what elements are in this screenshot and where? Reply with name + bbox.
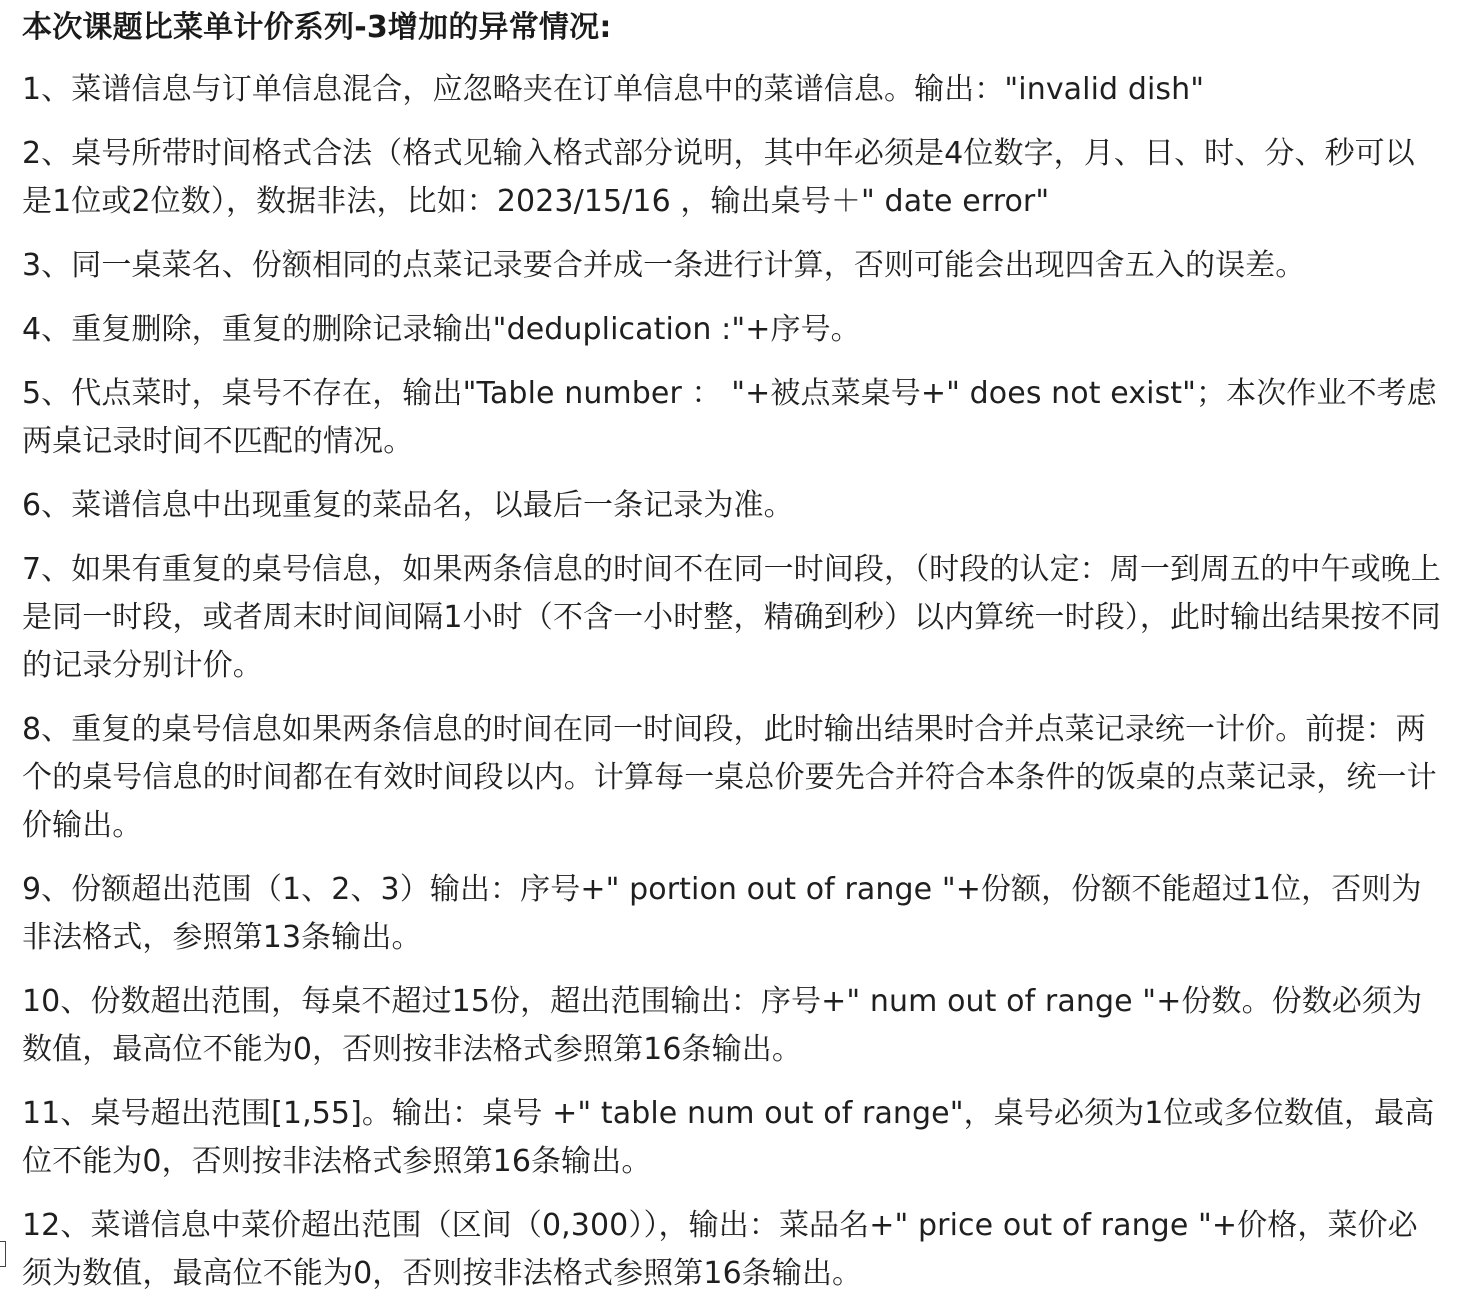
document-body	[22, 6, 1442, 1314]
rule-item-9: 9、份额超出范围（1、2、3）输出：序号+" portion out of range "+份额，份额不能超过1位，否则为非法格式，参照第13条输出。	[22, 872, 1422, 955]
rule-item-8: 8、重复的桌号信息如果两条信息的时间在同一时间段，此时输出结果时合并点菜记录统一计价。前提：两个的桌号信息的时间都在有效时间段以内。计算每一桌总价要先合并符合本条件的饭桌的点菜记录，统一计价输出。	[22, 712, 1437, 843]
rule-item-4: 4、重复删除，重复的删除记录输出"deduplication :"+序号。	[22, 312, 861, 347]
rule-item-3: 3、同一桌菜名、份额相同的点菜记录要合并成一条进行计算，否则可能会出现四舍五入的误差。	[22, 248, 1306, 283]
rule-item-5: 5、代点菜时，桌号不存在，输出"Table number ： "+被点菜桌号+" does not exist"；本次作业不考虑两桌记录时间不匹配的情况。	[22, 376, 1437, 459]
document-heading: 本次课题比菜单计价系列-3增加的异常情况:	[22, 10, 612, 45]
edge-bracket-icon	[0, 1241, 6, 1267]
rule-item-6: 6、菜谱信息中出现重复的菜品名，以最后一条记录为准。	[22, 488, 794, 523]
rule-item-10: 10、份数超出范围，每桌不超过15份，超出范围输出：序号+" num out of range "+份数。份数必须为数值，最高位不能为0，否则按非法格式参照第16条输出。	[22, 984, 1423, 1067]
rule-item-11: 11、桌号超出范围[1,55]。输出：桌号 +" table num out of range"，桌号必须为1位或多位数值，最高位不能为0，否则按非法格式参照第16条输出。	[22, 1096, 1435, 1179]
rule-item-2: 2、桌号所带时间格式合法（格式见输入格式部分说明，其中年必须是4位数字，月、日、时、分、秒可以是1位或2位数），数据非法，比如：2023/15/16 ，输出桌号＋" date error"	[22, 136, 1415, 219]
rule-item-12: 12、菜谱信息中菜价超出范围（区间（0,300）），输出：菜品名+" price out of range "+价格，菜价必须为数值，最高位不能为0，否则按非法格式参照第16条输出。	[22, 1208, 1418, 1291]
rule-item-1: 1、菜谱信息与订单信息混合，应忽略夹在订单信息中的菜谱信息。输出："invalid dish"	[22, 72, 1205, 107]
rule-item-7: 7、如果有重复的桌号信息，如果两条信息的时间不在同一时间段，（时段的认定：周一到周五的中午或晚上是同一时段，或者周末时间间隔1小时（不含一小时整，精确到秒）以内算统一时段），此时输出结果按不同的记录分别计价。	[22, 552, 1441, 683]
